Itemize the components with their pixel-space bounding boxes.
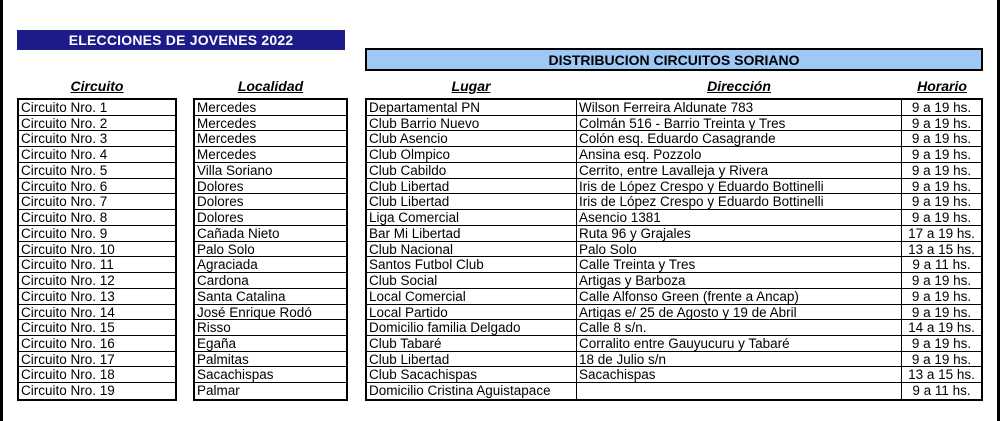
horario-cell: 9 a 19 hs.	[902, 100, 981, 116]
direccion-cell: Wilson Ferreira Aldunate 783	[577, 100, 901, 116]
localidad-cell: Palo Solo	[195, 242, 346, 258]
horario-cell: 9 a 19 hs.	[902, 147, 981, 163]
header-horario: Horario	[917, 78, 967, 94]
localidad-column	[195, 100, 346, 399]
localidad-cell: Mercedes	[195, 131, 346, 147]
lugar-cell: Departamental PN	[367, 100, 576, 116]
horario-cell: 9 a 19 hs.	[902, 131, 981, 147]
direccion-cell: Palo Solo	[577, 242, 901, 258]
direccion-cell: 18 de Julio s/n	[577, 352, 901, 368]
circuito-cell: Circuito Nro. 17	[19, 352, 175, 368]
circuito-cell: Circuito Nro. 7	[19, 194, 175, 210]
horario-cell: 9 a 19 hs.	[902, 116, 981, 132]
horario-cell: 9 a 19 hs.	[902, 179, 981, 195]
direccion-cell: Sacachispas	[577, 367, 901, 383]
localidad-cell: Mercedes	[195, 147, 346, 163]
distribution-title: DISTRIBUCION CIRCUITOS SORIANO	[365, 48, 983, 71]
circuito-cell: Circuito Nro. 3	[19, 131, 175, 147]
circuito-cell: Circuito Nro. 8	[19, 210, 175, 226]
circuito-cell: Circuito Nro. 2	[19, 116, 175, 132]
localidad-cell: Egaña	[195, 336, 346, 352]
header-circuito: Circuito	[70, 78, 124, 94]
horario-cell: 9 a 11 hs.	[912, 383, 971, 399]
left-edge-border	[0, 0, 3, 421]
localidad-cell: Cardona	[195, 273, 346, 289]
circuito-cell: Circuito Nro. 18	[19, 367, 175, 383]
circuito-cell: Circuito Nro. 5	[19, 163, 175, 179]
lugar-cell: Local Partido	[367, 305, 576, 321]
horario-cell: 13 a 15 hs.	[902, 367, 981, 383]
localidad-cell: Mercedes	[195, 116, 346, 132]
lugar-cell: Club Libertad	[367, 352, 576, 368]
direccion-cell: Artigas e/ 25 de Agosto y 19 de Abril	[577, 305, 901, 321]
localidad-cell: Dolores	[195, 179, 346, 195]
lugar-cell: Santos Futbol Club	[367, 257, 576, 273]
localidad-cell: Villa Soriano	[195, 163, 346, 179]
lugar-cell: Liga Comercial	[367, 210, 576, 226]
direccion-cell: Colmán 516 - Barrio Treinta y Tres	[577, 116, 901, 132]
header-lugar: Lugar	[451, 78, 491, 94]
lugar-cell: Club Asencio	[367, 131, 576, 147]
circuito-cell: Circuito Nro. 14	[19, 305, 175, 321]
horario-cell: 9 a 11 hs.	[902, 257, 981, 273]
direccion-column	[577, 100, 901, 399]
direccion-cell: Calle Alfonso Green (frente a Ancap)	[577, 289, 901, 305]
localidad-cell: Risso	[195, 320, 346, 336]
direccion-cell: Colón esq. Eduardo Casagrande	[577, 131, 901, 147]
lugar-cell: Bar Mi Libertad	[367, 226, 576, 242]
lugar-cell: Club Cabildo	[367, 163, 576, 179]
header-direccion: Dirección	[707, 78, 771, 94]
horario-cell: 9 a 19 hs.	[902, 194, 981, 210]
horario-cell: 9 a 19 hs.	[902, 336, 981, 352]
direccion-cell: Corralito entre Gauyucuru y Tabaré	[577, 336, 901, 352]
circuito-cell: Circuito Nro. 13	[19, 289, 175, 305]
circuito-cell: Circuito Nro. 19	[21, 383, 115, 399]
lugar-cell: Club Nacional	[367, 242, 576, 258]
localidad-cell: Sacachispas	[195, 367, 346, 383]
lugar-cell: Club Olmpico	[367, 147, 576, 163]
direccion-cell: Artigas y Barboza	[577, 273, 901, 289]
circuito-cell: Circuito Nro. 4	[19, 147, 175, 163]
circuito-cell: Circuito Nro. 6	[19, 179, 175, 195]
circuito-cell: Circuito Nro. 10	[19, 242, 175, 258]
lugar-cell: Domicilio Cristina Aguistapace	[369, 383, 551, 399]
circuito-cell: Circuito Nro. 12	[19, 273, 175, 289]
circuito-cell: Circuito Nro. 11	[19, 257, 175, 273]
lugar-cell: Club Libertad	[367, 194, 576, 210]
circuito-cell: Circuito Nro. 15	[19, 320, 175, 336]
horario-cell: 13 a 15 hs.	[902, 242, 981, 258]
direccion-cell: Cerrito, entre Lavalleja y Rivera	[577, 163, 901, 179]
lugar-column	[367, 100, 576, 399]
direccion-cell: Iris de López Crespo y Eduardo Bottinelli	[577, 179, 901, 195]
horario-cell: 17 a 19 hs.	[902, 226, 981, 242]
lugar-cell: Club Tabaré	[367, 336, 576, 352]
horario-cell: 9 a 19 hs.	[902, 273, 981, 289]
lugar-cell: Domicilio familia Delgado	[367, 320, 576, 336]
lugar-cell: Club Barrio Nuevo	[367, 116, 576, 132]
localidad-cell: Agraciada	[195, 257, 346, 273]
localidad-cell: Palmar	[197, 383, 240, 399]
direccion-cell: Calle Treinta y Tres	[577, 257, 901, 273]
lugar-cell: Club Libertad	[367, 179, 576, 195]
lugar-cell: Local Comercial	[367, 289, 576, 305]
horario-cell: 9 a 19 hs.	[902, 210, 981, 226]
direccion-cell: Asencio 1381	[577, 210, 901, 226]
direccion-cell: Iris de López Crespo y Eduardo Bottinelli	[577, 194, 901, 210]
lugar-cell: Club Sacachispas	[367, 367, 576, 383]
localidad-cell: Cañada Nieto	[195, 226, 346, 242]
direccion-cell: Calle 8 s/n.	[577, 320, 901, 336]
localidad-cell: Santa Catalina	[195, 289, 346, 305]
horario-cell: 9 a 19 hs.	[902, 289, 981, 305]
direccion-cell	[577, 383, 901, 399]
lugar-cell: Club Social	[367, 273, 576, 289]
page-title: ELECCIONES DE JOVENES 2022	[17, 30, 345, 50]
localidad-cell: José Enrique Rodó	[195, 305, 346, 321]
horario-cell: 9 a 19 hs.	[902, 305, 981, 321]
header-localidad: Localidad	[237, 78, 304, 94]
direccion-cell: Ruta 96 y Grajales	[577, 226, 901, 242]
localidad-cell: Dolores	[195, 210, 346, 226]
localidad-cell: Dolores	[195, 194, 346, 210]
horario-cell: 9 a 19 hs.	[902, 163, 981, 179]
circuito-cell: Circuito Nro. 9	[19, 226, 175, 242]
circuito-cell: Circuito Nro. 16	[19, 336, 175, 352]
localidad-cell: Mercedes	[195, 100, 346, 116]
circuito-column	[19, 100, 175, 399]
horario-cell: 9 a 19 hs.	[902, 352, 981, 368]
horario-column	[902, 100, 981, 399]
circuito-cell: Circuito Nro. 1	[19, 100, 175, 116]
localidad-cell: Palmitas	[195, 352, 346, 368]
direccion-cell: Ansina esq. Pozzolo	[577, 147, 901, 163]
horario-cell: 14 a 19 hs.	[902, 320, 981, 336]
